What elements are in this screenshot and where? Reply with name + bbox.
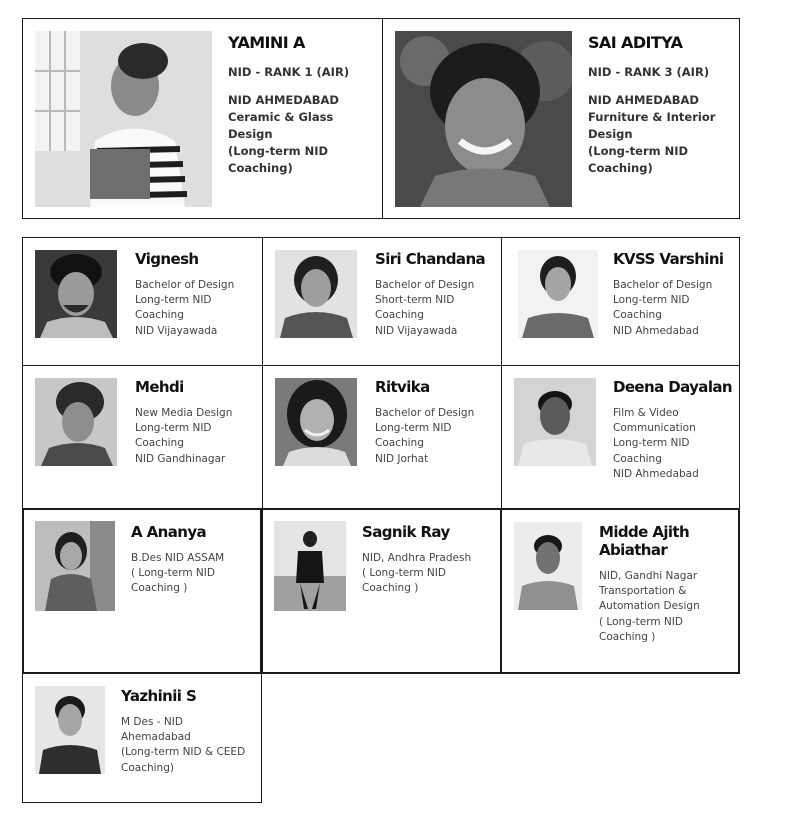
student-card-mehdi (22, 365, 263, 510)
student-card-yazhinii-s (22, 673, 262, 803)
student-card-deena-dayalan (501, 365, 740, 510)
student-rank: NID - RANK 3 (AIR) (588, 65, 710, 80)
student-details: NID, Gandhi Nagar Transportation & Automation Design ( Long-term NID Coaching ) (599, 570, 700, 643)
student-info (362, 523, 500, 597)
student-photo (518, 250, 598, 338)
student-name: Mehdi (135, 378, 184, 396)
student-photo (35, 686, 105, 774)
student-rank: NID - RANK 1 (AIR) (228, 65, 350, 80)
student-photo (514, 522, 582, 610)
student-info (121, 687, 259, 776)
student-name: YAMINI A (228, 33, 305, 52)
student-photo (275, 378, 357, 466)
student-name: Deena Dayalan (613, 378, 732, 396)
featured-card-yamini (22, 18, 383, 219)
student-details: B.Des NID ASSAM ( Long-term NID Coaching ) (131, 552, 225, 595)
student-card-vignesh (22, 237, 263, 366)
student-name: Yazhinii S (121, 687, 197, 705)
student-details: NID, Andhra Pradesh ( Long-term NID Coaching ) (362, 552, 472, 595)
student-photo (274, 521, 346, 611)
student-details: Bachelor of Design Long-term NID Coaching NID Ahmedabad (613, 279, 713, 337)
student-photo (514, 378, 596, 466)
student-photo (35, 31, 212, 207)
student-details: Bachelor of Design Long-term NID Coaching NID Vijayawada (135, 279, 235, 337)
student-info (135, 250, 260, 339)
student-photo (35, 521, 115, 611)
student-info (131, 523, 259, 597)
student-name: A Ananya (131, 523, 207, 541)
student-details: NID AHMEDABAD Furniture & Interior Design (Long-term NID Coaching) (588, 93, 716, 176)
student-details: NID AHMEDABAD Ceramic & Glass Design (Long-term NID Coaching) (228, 93, 339, 176)
student-details: Film & Video Communication Long-term NID Coaching NID Ahmedabad (613, 407, 699, 480)
student-details: Bachelor of Design Long-term NID Coaching NID Jorhat (375, 407, 475, 465)
student-details: Bachelor of Design Short-term NID Coaching NID Vijayawada (375, 279, 475, 337)
student-info (135, 378, 260, 467)
featured-card-sai-aditya (382, 18, 740, 219)
student-details: New Media Design Long-term NID Coaching NID Gandhinagar (135, 407, 233, 465)
student-photo (35, 378, 117, 466)
student-name: Ritvika (375, 378, 430, 396)
student-card-a-ananya (22, 508, 262, 674)
student-name: Sagnik Ray (362, 523, 450, 541)
student-info (228, 33, 378, 177)
student-name: Vignesh (135, 250, 199, 268)
student-card-midde-ajith-abiathar (500, 508, 740, 674)
student-card-ritvika (262, 365, 502, 510)
student-name: SAI ADITYA (588, 33, 683, 52)
student-info (588, 33, 738, 177)
student-info (613, 250, 738, 339)
student-name: KVSS Varshini (613, 250, 724, 268)
student-card-sagnik-ray (261, 508, 502, 674)
student-card-kvss-varshini (501, 237, 740, 366)
student-photo (35, 250, 117, 338)
student-name: Siri Chandana (375, 250, 486, 268)
student-info (375, 250, 500, 339)
student-info (599, 523, 739, 645)
student-name: Midde Ajith Abiathar (599, 523, 690, 559)
student-photo (275, 250, 357, 338)
student-card-siri-chandana (262, 237, 502, 366)
student-info (613, 378, 738, 482)
student-info (375, 378, 500, 467)
student-photo (395, 31, 572, 207)
student-details: M Des - NID Ahemadabad (Long-term NID & CEED Coaching) (121, 716, 246, 774)
